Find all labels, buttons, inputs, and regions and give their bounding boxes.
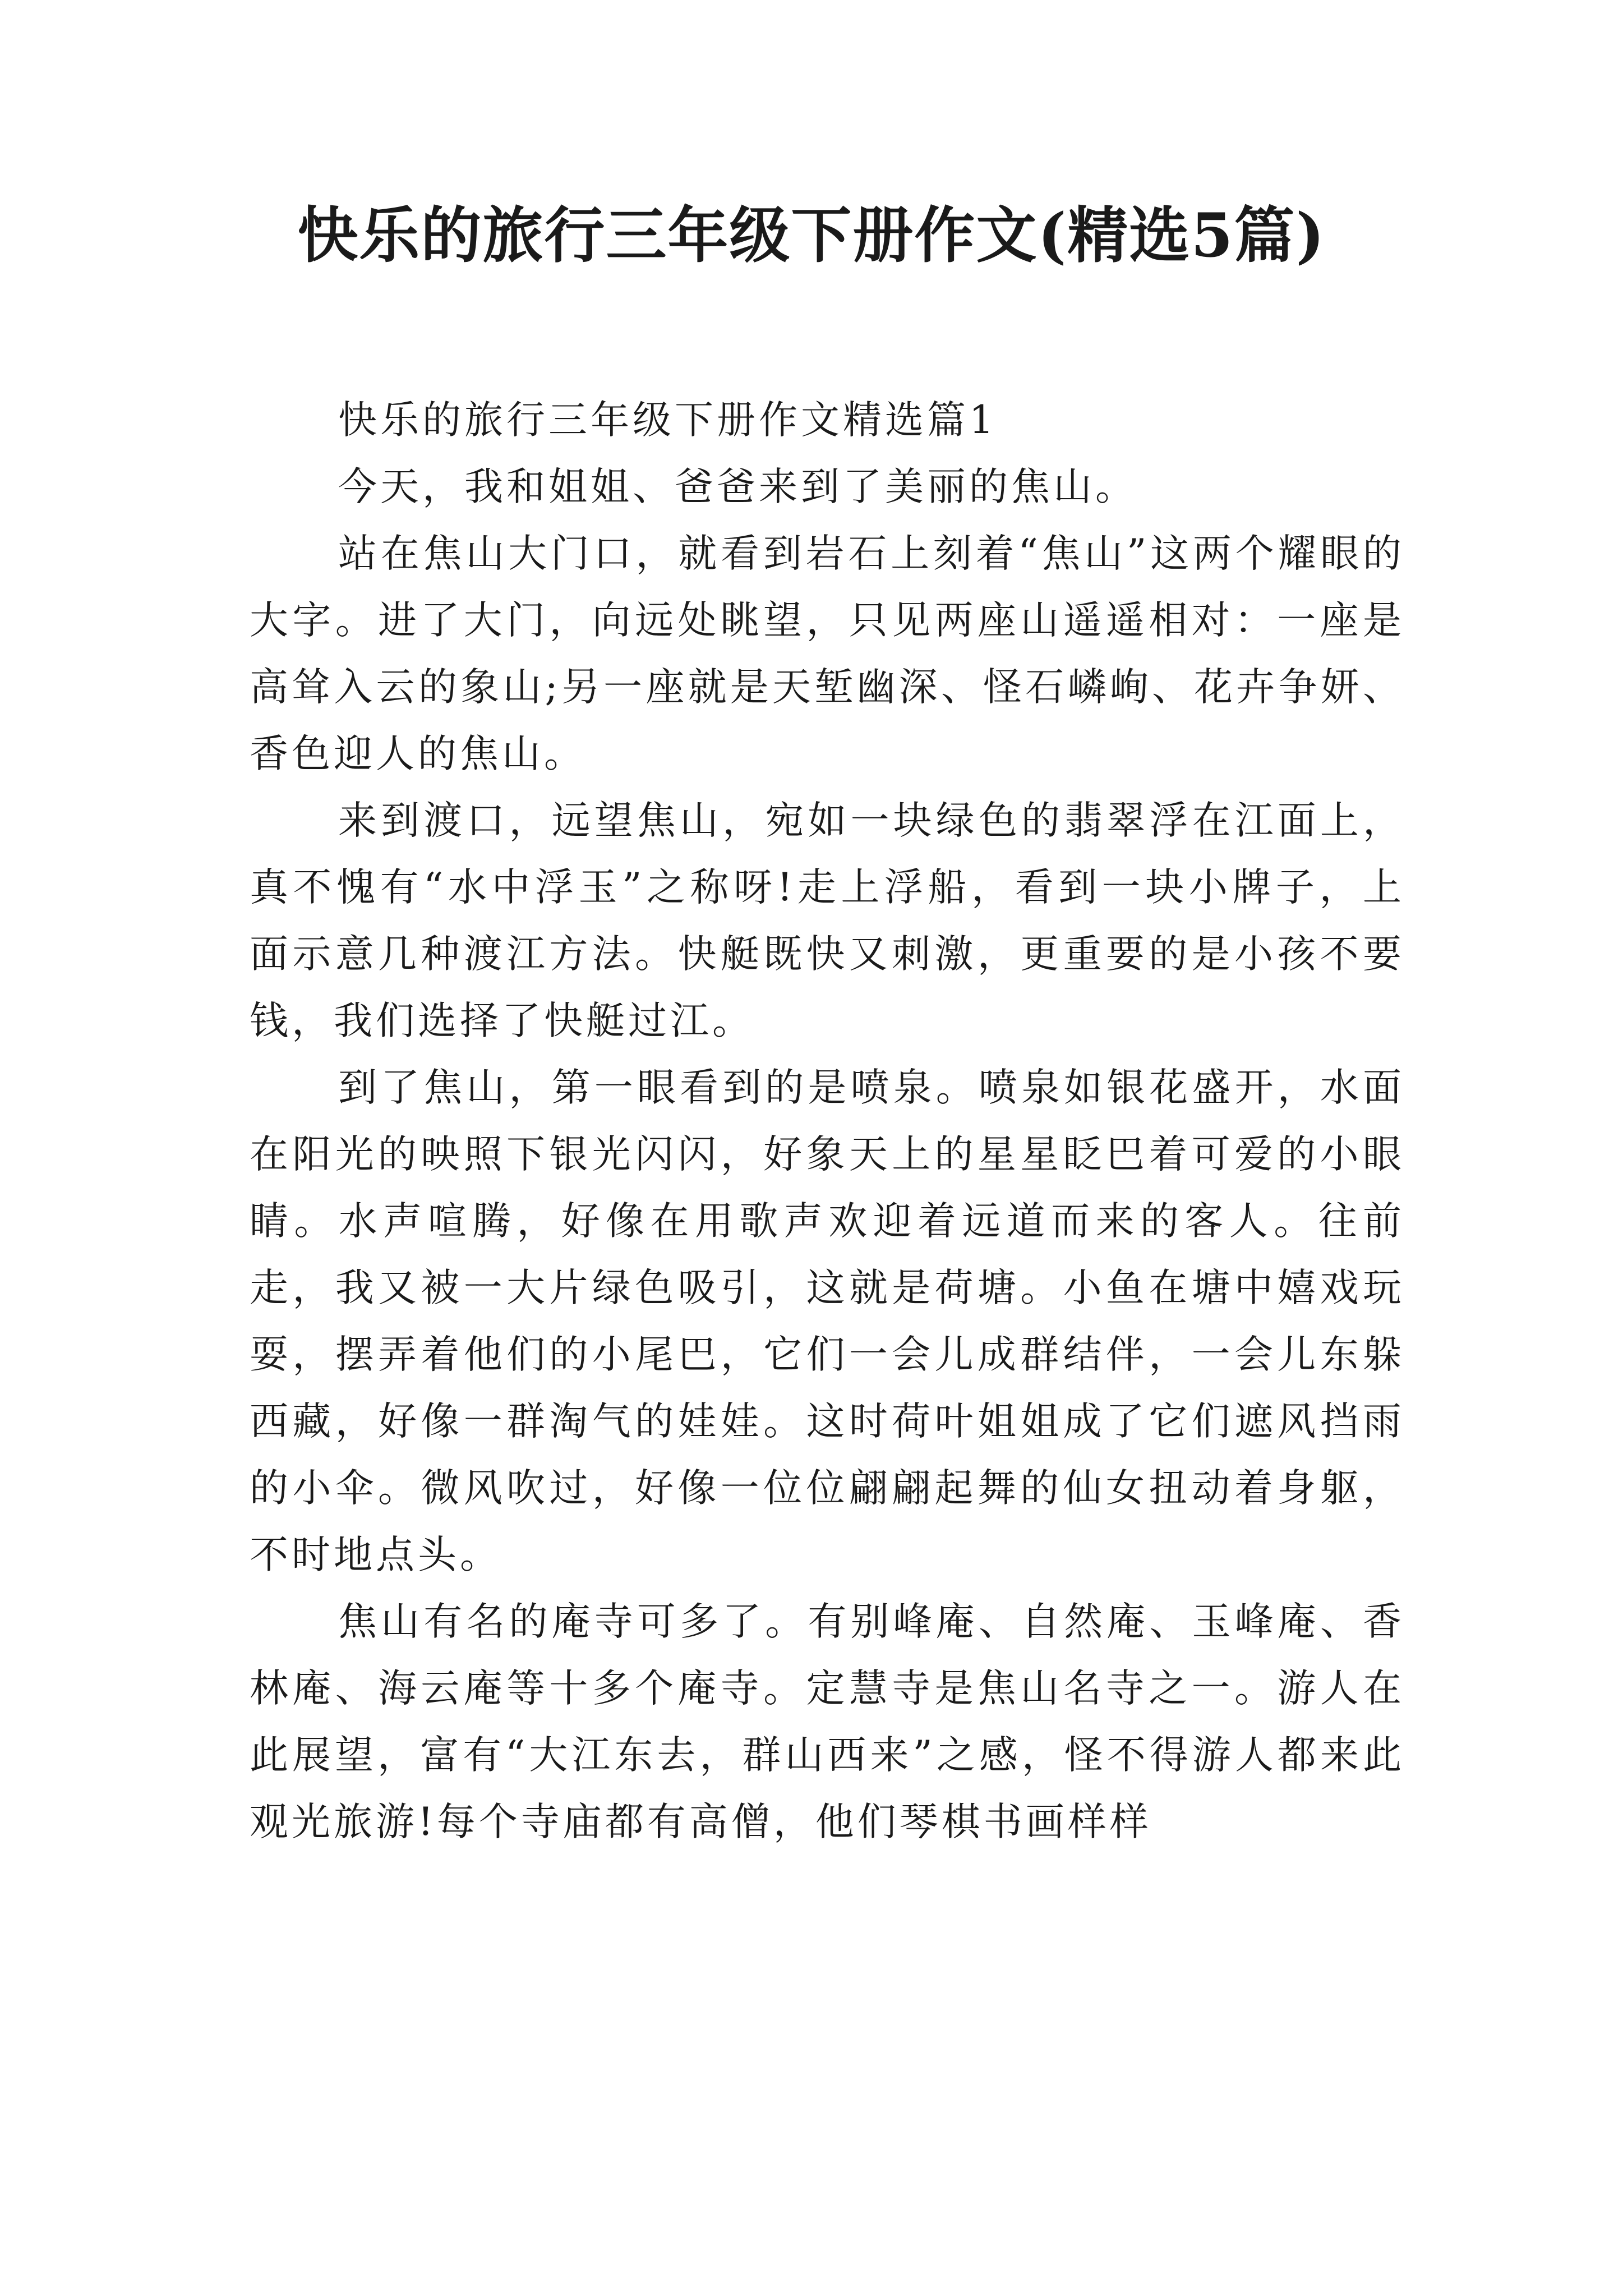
document-body xyxy=(250,387,1405,1856)
paragraph: 今天，我和姐姐、爸爸来到了美丽的焦山。 xyxy=(338,464,1137,509)
paragraph: 来到渡口，远望焦山，宛如一块绿色的翡翠浮在江面上，真不愧有“水中浮玉”之称呀!走上浮船，看到一块小牌子，上面示意几种渡江方法。快艇既快又刺激，更重要的是小孩不要钱，我们选择了快艇过江。 xyxy=(250,798,1405,1043)
paragraph: 到了焦山，第一眼看到的是喷泉。喷泉如银花盛开，水面在阳光的映照下银光闪闪，好象天上的星星眨巴着可爱的小眼睛。水声喧腾，好像在用歌声欢迎着远道而来的客人。往前走，我又被一大片绿色吸引，这就是荷塘。小鱼在塘中嬉戏玩耍，摆弄着他们的小尾巴，它们一会儿成群结伴，一会儿东躲西藏，好像一群淘气的娃娃。这时荷叶姐姐成了它们遮风挡雨的小伞。微风吹过，好像一位位翩翩起舞的仙女扭动着身躯，不时地点头。 xyxy=(250,1065,1405,1577)
paragraph: 焦山有名的庵寺可多了。有别峰庵、自然庵、玉峰庵、香林庵、海云庵等十多个庵寺。定慧寺是焦山名寺之一。游人在此展望，富有“大江东去，群山西来”之感，怪不得游人都来此观光旅游!每个寺庙都有高僧，他们琴棋书画样样 xyxy=(250,1599,1405,1844)
document-title: 快乐的旅行三年级下册作文(精选5篇) xyxy=(297,200,1326,271)
paragraph: 站在焦山大门口，就看到岩石上刻着“焦山”这两个耀眼的大字。进了大门，向远处眺望，只见两座山遥遥相对：一座是高耸入云的象山;另一座就是天堑幽深、怪石嶙峋、花卉争妍、香色迎人的焦山。 xyxy=(250,531,1405,776)
section-heading: 快乐的旅行三年级下册作文精选篇1 xyxy=(338,398,997,443)
